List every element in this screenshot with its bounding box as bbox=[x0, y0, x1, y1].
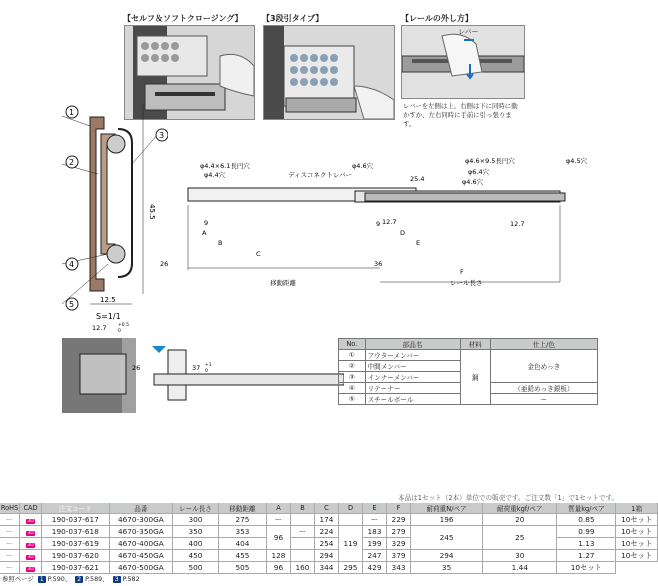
parts-name: リテーナー bbox=[365, 383, 460, 394]
spec-cell-part: 4670-450GA bbox=[109, 550, 172, 562]
spec-cell-code[interactable]: 190-037-618 bbox=[41, 526, 109, 538]
side-view bbox=[160, 150, 658, 292]
spec-header: A bbox=[266, 503, 290, 514]
cad-badge[interactable]: 3D bbox=[27, 531, 34, 536]
spec-cell-c: 254 bbox=[314, 538, 338, 550]
parts-header: No. bbox=[339, 339, 366, 350]
parts-finish: ー bbox=[490, 394, 597, 405]
ref-page-2[interactable]: P.589、 bbox=[85, 575, 109, 583]
spec-cell-code[interactable]: 190-037-617 bbox=[41, 514, 109, 526]
spec-cell-n: 343 bbox=[387, 562, 411, 574]
spec-cell-part: 4670-500GA bbox=[109, 562, 172, 574]
ref-badge-1[interactable]: 1 bbox=[39, 576, 44, 583]
spec-header: 1箱 bbox=[616, 503, 658, 514]
spec-cell-e: 183 bbox=[363, 526, 387, 538]
spec-cell-part: 4670-400GA bbox=[109, 538, 172, 550]
spec-header: B bbox=[290, 503, 314, 514]
spec-cell-code[interactable]: 190-037-621 bbox=[41, 562, 109, 574]
spec-cell-rohs: ー bbox=[0, 526, 20, 538]
spec-cell-cad[interactable] bbox=[20, 538, 42, 550]
parts-table bbox=[338, 338, 598, 405]
section-item-3: 3 bbox=[159, 131, 165, 140]
dim-f: F bbox=[460, 268, 464, 276]
spec-cell-d bbox=[338, 514, 362, 526]
spec-cell-mass: 0.99 bbox=[557, 526, 616, 538]
spec-header: 品番 bbox=[109, 503, 172, 514]
spec-cell-b bbox=[290, 538, 314, 550]
parts-no: ① bbox=[339, 350, 366, 361]
dim-9b: 9 bbox=[376, 220, 381, 228]
rail-length-label: レール長さ bbox=[450, 279, 483, 287]
dim-a: A bbox=[202, 229, 207, 237]
parts-row bbox=[339, 350, 598, 361]
section-width: 12.5 bbox=[100, 296, 116, 304]
hole-label-1: φ4.4×6.1長円穴 bbox=[200, 162, 250, 170]
spec-cell-e: ー bbox=[363, 514, 387, 526]
sale-note: 本品は1セット（2本）単位での販売です。ご注文数「1」で1セットです。 bbox=[398, 494, 619, 502]
spec-cell-box: 10セット bbox=[616, 526, 658, 538]
spec-header: 注文コード bbox=[41, 503, 109, 514]
hole-label-4: φ6.4穴 bbox=[468, 168, 490, 176]
spec-cell-n: 245 bbox=[411, 526, 483, 550]
spec-header: F bbox=[387, 503, 411, 514]
front-tol-c: +1 bbox=[205, 363, 212, 368]
parts-header: 部品名 bbox=[365, 339, 460, 350]
parts-name: スチールボール bbox=[365, 394, 460, 405]
dim-e: E bbox=[416, 239, 421, 247]
spec-header: D bbox=[338, 503, 362, 514]
spec-row bbox=[0, 538, 658, 550]
section-height: 45.5 bbox=[148, 204, 156, 220]
cad-badge[interactable]: 3D bbox=[27, 567, 34, 572]
spec-cell-f: 229 bbox=[387, 514, 411, 526]
spec-cell-n: 196 bbox=[411, 514, 483, 526]
spec-row bbox=[0, 562, 658, 574]
spec-cell-f: 279 bbox=[387, 526, 411, 538]
ref-page-1[interactable]: P.590、 bbox=[47, 575, 72, 583]
spec-row bbox=[0, 514, 658, 526]
spec-cell-rohs: ー bbox=[0, 514, 20, 526]
spec-header: 耐荷重kgf/ペア bbox=[483, 503, 557, 514]
spec-cell-kgf: 30 bbox=[483, 550, 557, 562]
disconnect-label: ディスコネクトレバー bbox=[288, 171, 353, 179]
spec-cell-box: 10セット bbox=[616, 538, 658, 550]
spec-cell-a: 128 bbox=[266, 550, 290, 562]
spec-cell-n: 294 bbox=[411, 550, 483, 562]
ref-badge-2[interactable]: 2 bbox=[77, 576, 82, 583]
dim-25-4: 25.4 bbox=[410, 175, 425, 183]
dim-12-7b: 12.7 bbox=[510, 220, 525, 228]
spec-cell-part: 4670-300GA bbox=[109, 514, 172, 526]
parts-header: 材料 bbox=[460, 339, 490, 350]
spec-cell-f: 329 bbox=[387, 538, 411, 550]
spec-cell-b bbox=[290, 514, 314, 526]
spec-header: 耐荷重N/ペア bbox=[411, 503, 483, 514]
spec-cell-box: 10セット bbox=[557, 562, 616, 574]
spec-cell-rohs: ー bbox=[0, 538, 20, 550]
spec-cell-rail: 450 bbox=[173, 550, 219, 562]
section-item-4: 4 bbox=[69, 260, 75, 269]
spec-header: 移動距離 bbox=[218, 503, 266, 514]
spec-cell-travel: 404 bbox=[218, 538, 266, 550]
front-tol-b: 0 bbox=[118, 329, 121, 334]
section-scale: S=1/1 bbox=[96, 312, 121, 321]
spec-cell-a: 96 bbox=[266, 526, 290, 550]
front-detail-view bbox=[62, 320, 344, 418]
spec-cell-c: 174 bbox=[314, 514, 338, 526]
ref-badge-3[interactable]: 3 bbox=[114, 576, 119, 583]
spec-cell-a: ー bbox=[266, 514, 290, 526]
spec-header: レール長さ bbox=[173, 503, 219, 514]
spec-cell-f: 429 bbox=[363, 562, 387, 574]
spec-cell-kgf: 35 bbox=[411, 562, 483, 574]
front-dim-37: 37 bbox=[192, 364, 201, 372]
spec-cell-c: 344 bbox=[314, 562, 338, 574]
spec-cell-cad[interactable] bbox=[20, 526, 42, 538]
caption-removal: 【レールの外し方】 bbox=[401, 14, 473, 23]
spec-cell-e: 247 bbox=[363, 550, 387, 562]
spec-cell-box: 10セット bbox=[616, 514, 658, 526]
spec-cell-part: 4670-350GA bbox=[109, 526, 172, 538]
parts-finish: 金色めっき bbox=[490, 350, 597, 383]
caption-three-stage: 【3段引タイプ】 bbox=[262, 14, 324, 23]
spec-cell-rail: 300 bbox=[173, 514, 219, 526]
spec-cell-rohs: ー bbox=[0, 562, 20, 574]
spec-cell-rail: 500 bbox=[173, 562, 219, 574]
spec-cell-travel: 353 bbox=[218, 526, 266, 538]
spec-cell-cad[interactable] bbox=[20, 514, 42, 526]
dim-26: 26 bbox=[160, 260, 169, 268]
spec-cell-travel: 455 bbox=[218, 550, 266, 562]
caption-soft-close: 【セルフ＆ソフトクロージング】 bbox=[123, 14, 243, 23]
dim-12-7a: 12.7 bbox=[382, 218, 397, 226]
hole-label-6: φ4.5穴 bbox=[566, 157, 588, 165]
spec-cell-b: ー bbox=[290, 526, 314, 538]
spec-header: RoHS bbox=[0, 504, 19, 512]
spec-header: 質量kg/ペア bbox=[557, 503, 616, 514]
cad-badge[interactable]: 3D bbox=[27, 519, 34, 524]
section-item-5: 5 bbox=[69, 300, 75, 309]
spec-cell-kgf: 25 bbox=[483, 526, 557, 550]
dim-c: C bbox=[256, 250, 261, 258]
spec-cell-travel: 505 bbox=[218, 562, 266, 574]
spec-cell-mass: 0.85 bbox=[557, 514, 616, 526]
section-item-1: 1 bbox=[69, 108, 75, 117]
reference-pages bbox=[2, 574, 140, 583]
hole-label-2: φ4.4穴 bbox=[204, 171, 226, 179]
parts-material: 鋼 bbox=[460, 350, 490, 405]
spec-cell-f: 379 bbox=[387, 550, 411, 562]
slot-label: φ4.6×9.5長円穴 bbox=[465, 157, 515, 165]
spec-header: C bbox=[314, 503, 338, 514]
ref-page-3[interactable]: P.582 bbox=[122, 575, 140, 583]
section-item-2: 2 bbox=[69, 158, 75, 167]
spec-row bbox=[0, 550, 658, 562]
spec-table bbox=[0, 503, 658, 574]
spec-cell-cad[interactable] bbox=[20, 562, 42, 574]
removal-note: レバーを左側は上、右側は下に同時に動かすか、左右同時に手前に引っ張ります。 bbox=[403, 102, 518, 128]
parts-no: ② bbox=[339, 361, 366, 372]
spec-cell-rail: 350 bbox=[173, 526, 219, 538]
spec-header: CAD bbox=[20, 503, 42, 514]
spec-cell-rail: 400 bbox=[173, 538, 219, 550]
spec-cell-rohs: ー bbox=[0, 550, 20, 562]
dim-9a: 9 bbox=[204, 219, 209, 227]
spec-cell-d: 119 bbox=[338, 526, 362, 562]
parts-name: 中間メンバー bbox=[365, 361, 460, 372]
ref-label: 参照ページ bbox=[2, 575, 34, 583]
front-tol-a: +0.5 bbox=[118, 323, 129, 328]
parts-no: ④ bbox=[339, 383, 366, 394]
cad-badge[interactable]: 3D bbox=[27, 543, 34, 548]
dim-b: B bbox=[218, 239, 223, 247]
spec-cell-code[interactable]: 190-037-620 bbox=[41, 550, 109, 562]
front-dim-12-7: 12.7 bbox=[92, 324, 107, 332]
spec-cell-mass: 1.13 bbox=[557, 538, 616, 550]
spec-cell-e: 199 bbox=[363, 538, 387, 550]
front-dim-26: 26 bbox=[132, 364, 141, 372]
spec-cell-code[interactable]: 190-037-619 bbox=[41, 538, 109, 550]
travel-label: 移動距離 bbox=[270, 279, 296, 287]
parts-finish: （亜鉛めっき銀板） bbox=[490, 383, 597, 394]
spec-cell-b: 160 bbox=[290, 562, 314, 574]
spec-cell-b bbox=[290, 550, 314, 562]
three-stage-photo bbox=[263, 25, 395, 120]
removal-photo bbox=[401, 25, 525, 99]
spec-cell-mass: 1.27 bbox=[557, 550, 616, 562]
spec-cell-c: 224 bbox=[314, 526, 338, 538]
parts-name: アウターメンバー bbox=[365, 350, 460, 361]
dim-36: 36 bbox=[374, 260, 383, 268]
spec-cell-kgf: 20 bbox=[483, 514, 557, 526]
spec-cell-travel: 275 bbox=[218, 514, 266, 526]
spec-cell-cad[interactable] bbox=[20, 550, 42, 562]
lever-label: レバー bbox=[458, 28, 479, 36]
cad-badge[interactable]: 3D bbox=[27, 555, 34, 560]
spec-cell-a: 96 bbox=[266, 562, 290, 574]
hole-label-3: φ4.6穴 bbox=[352, 162, 374, 170]
parts-no: ③ bbox=[339, 372, 366, 383]
spec-header: E bbox=[363, 503, 387, 514]
front-tol-d: 0 bbox=[205, 369, 208, 374]
hole-label-5: φ4.6穴 bbox=[462, 178, 484, 186]
spec-row bbox=[0, 526, 658, 538]
parts-header: 仕上/色 bbox=[490, 339, 597, 350]
parts-no: ⑤ bbox=[339, 394, 366, 405]
parts-name: インナーメンバー bbox=[365, 372, 460, 383]
spec-cell-box: 10セット bbox=[616, 550, 658, 562]
section-view bbox=[58, 104, 168, 336]
spec-cell-c: 294 bbox=[314, 550, 338, 562]
spec-cell-e: 295 bbox=[338, 562, 362, 574]
dim-d: D bbox=[400, 229, 406, 237]
spec-cell-mass: 1.44 bbox=[483, 562, 557, 574]
